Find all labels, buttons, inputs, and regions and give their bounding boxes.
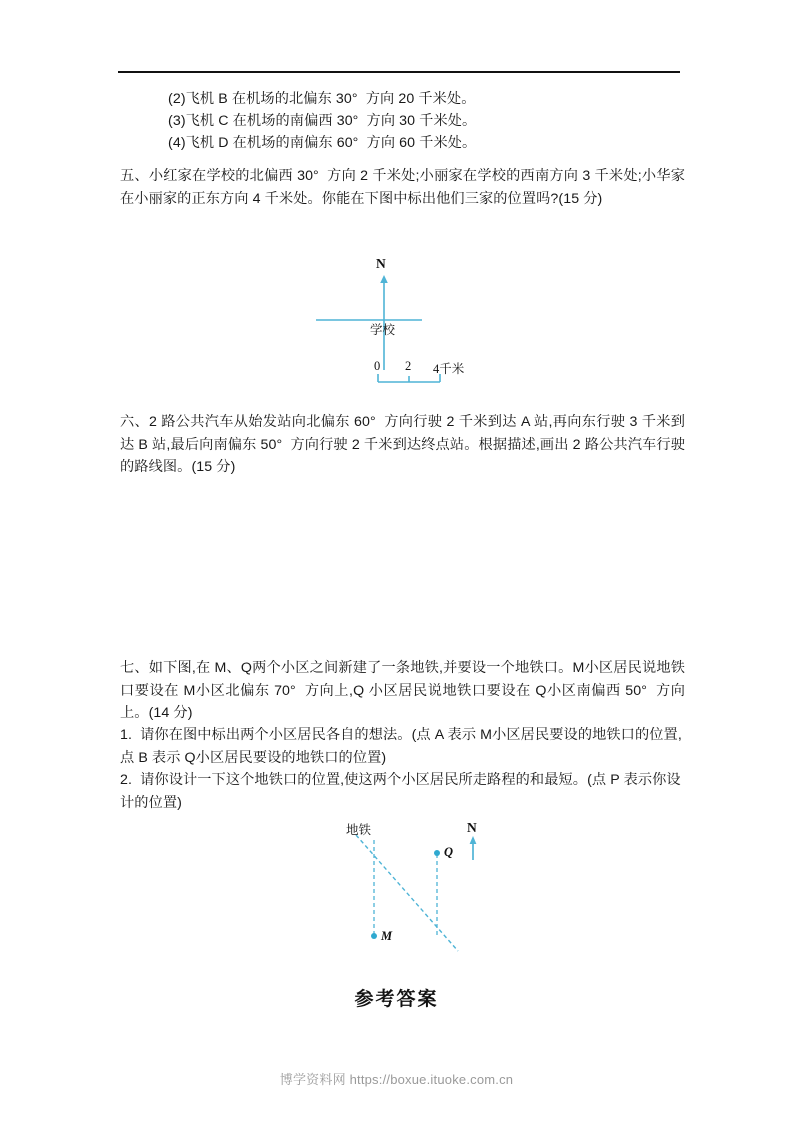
north-arrow-head xyxy=(380,275,388,283)
footer-watermark: 博学资料网 https://boxue.ituoke.com.cn xyxy=(279,1072,514,1087)
point-q-label: Q xyxy=(444,845,454,859)
subway-line xyxy=(356,835,458,951)
continued-item-3: (3)飞机 C 在机场的南偏西 30° 方向 30 千米处。 xyxy=(168,113,477,129)
scale-tick-label-4: 4千米 xyxy=(433,362,465,376)
answer-section-title: 参考答案 xyxy=(354,989,439,1010)
school-origin-label: 学校 xyxy=(370,323,396,337)
subway-north-arrow-head xyxy=(470,836,477,844)
question-six-text: 六、2 路公共汽车从始发站向北偏东 60° 方向行驶 2 千米到达 A 站,再向东行驶 3 千米到达 B 站,最后向南偏东 50° 方向行驶 2 千米到达终点站。根据描述,画出 2 路公共汽车行驶的路线图。(15 分) xyxy=(120,414,685,475)
subway-districts-svg xyxy=(336,818,506,968)
north-label: N xyxy=(376,256,386,271)
question-seven-text: 七、如下图,在 M、Q两个小区之间新建了一条地铁,并要设一个地铁口。M小区居民说地铁口要设在 M小区北偏东 70° 方向上,Q 小区居民说地铁口要设在 Q小区南偏西 50° 方向上。(14 分) xyxy=(120,660,685,721)
point-m-marker xyxy=(371,933,377,939)
point-m-label: M xyxy=(381,929,393,943)
question-seven-item-1: 1. 请你在图中标出两个小区居民各自的想法。(点 A 表示 M小区居民要设的地铁口的位置,点 B 表示 Q小区居民要设的地铁口的位置) xyxy=(120,727,682,766)
question-seven-item-2: 2. 请你设计一下这个地铁口的位置,使这两个小区居民所走路程的和最短。(点 P 表示你设计的位置) xyxy=(120,772,681,811)
continued-item-4: (4)飞机 D 在机场的南偏东 60° 方向 60 千米处。 xyxy=(168,135,477,151)
figure-school-compass xyxy=(300,258,520,393)
point-q-marker xyxy=(434,850,440,856)
subway-north-label: N xyxy=(467,820,477,835)
continued-item-2: (2)飞机 B 在机场的北偏东 30° 方向 20 千米处。 xyxy=(168,91,476,107)
scale-tick-label-2: 2 xyxy=(405,359,412,373)
scale-tick-label-0: 0 xyxy=(374,359,381,373)
subway-label: 地铁 xyxy=(346,823,372,837)
question-five-text: 五、小红家在学校的北偏西 30° 方向 2 千米处;小丽家在学校的西南方向 3 千米处;小华家在小丽家的正东方向 4 千米处。你能在下图中标出他们三家的位置吗?(15 分) xyxy=(120,168,685,207)
header-divider xyxy=(118,71,680,73)
figure-subway-districts xyxy=(336,818,506,968)
